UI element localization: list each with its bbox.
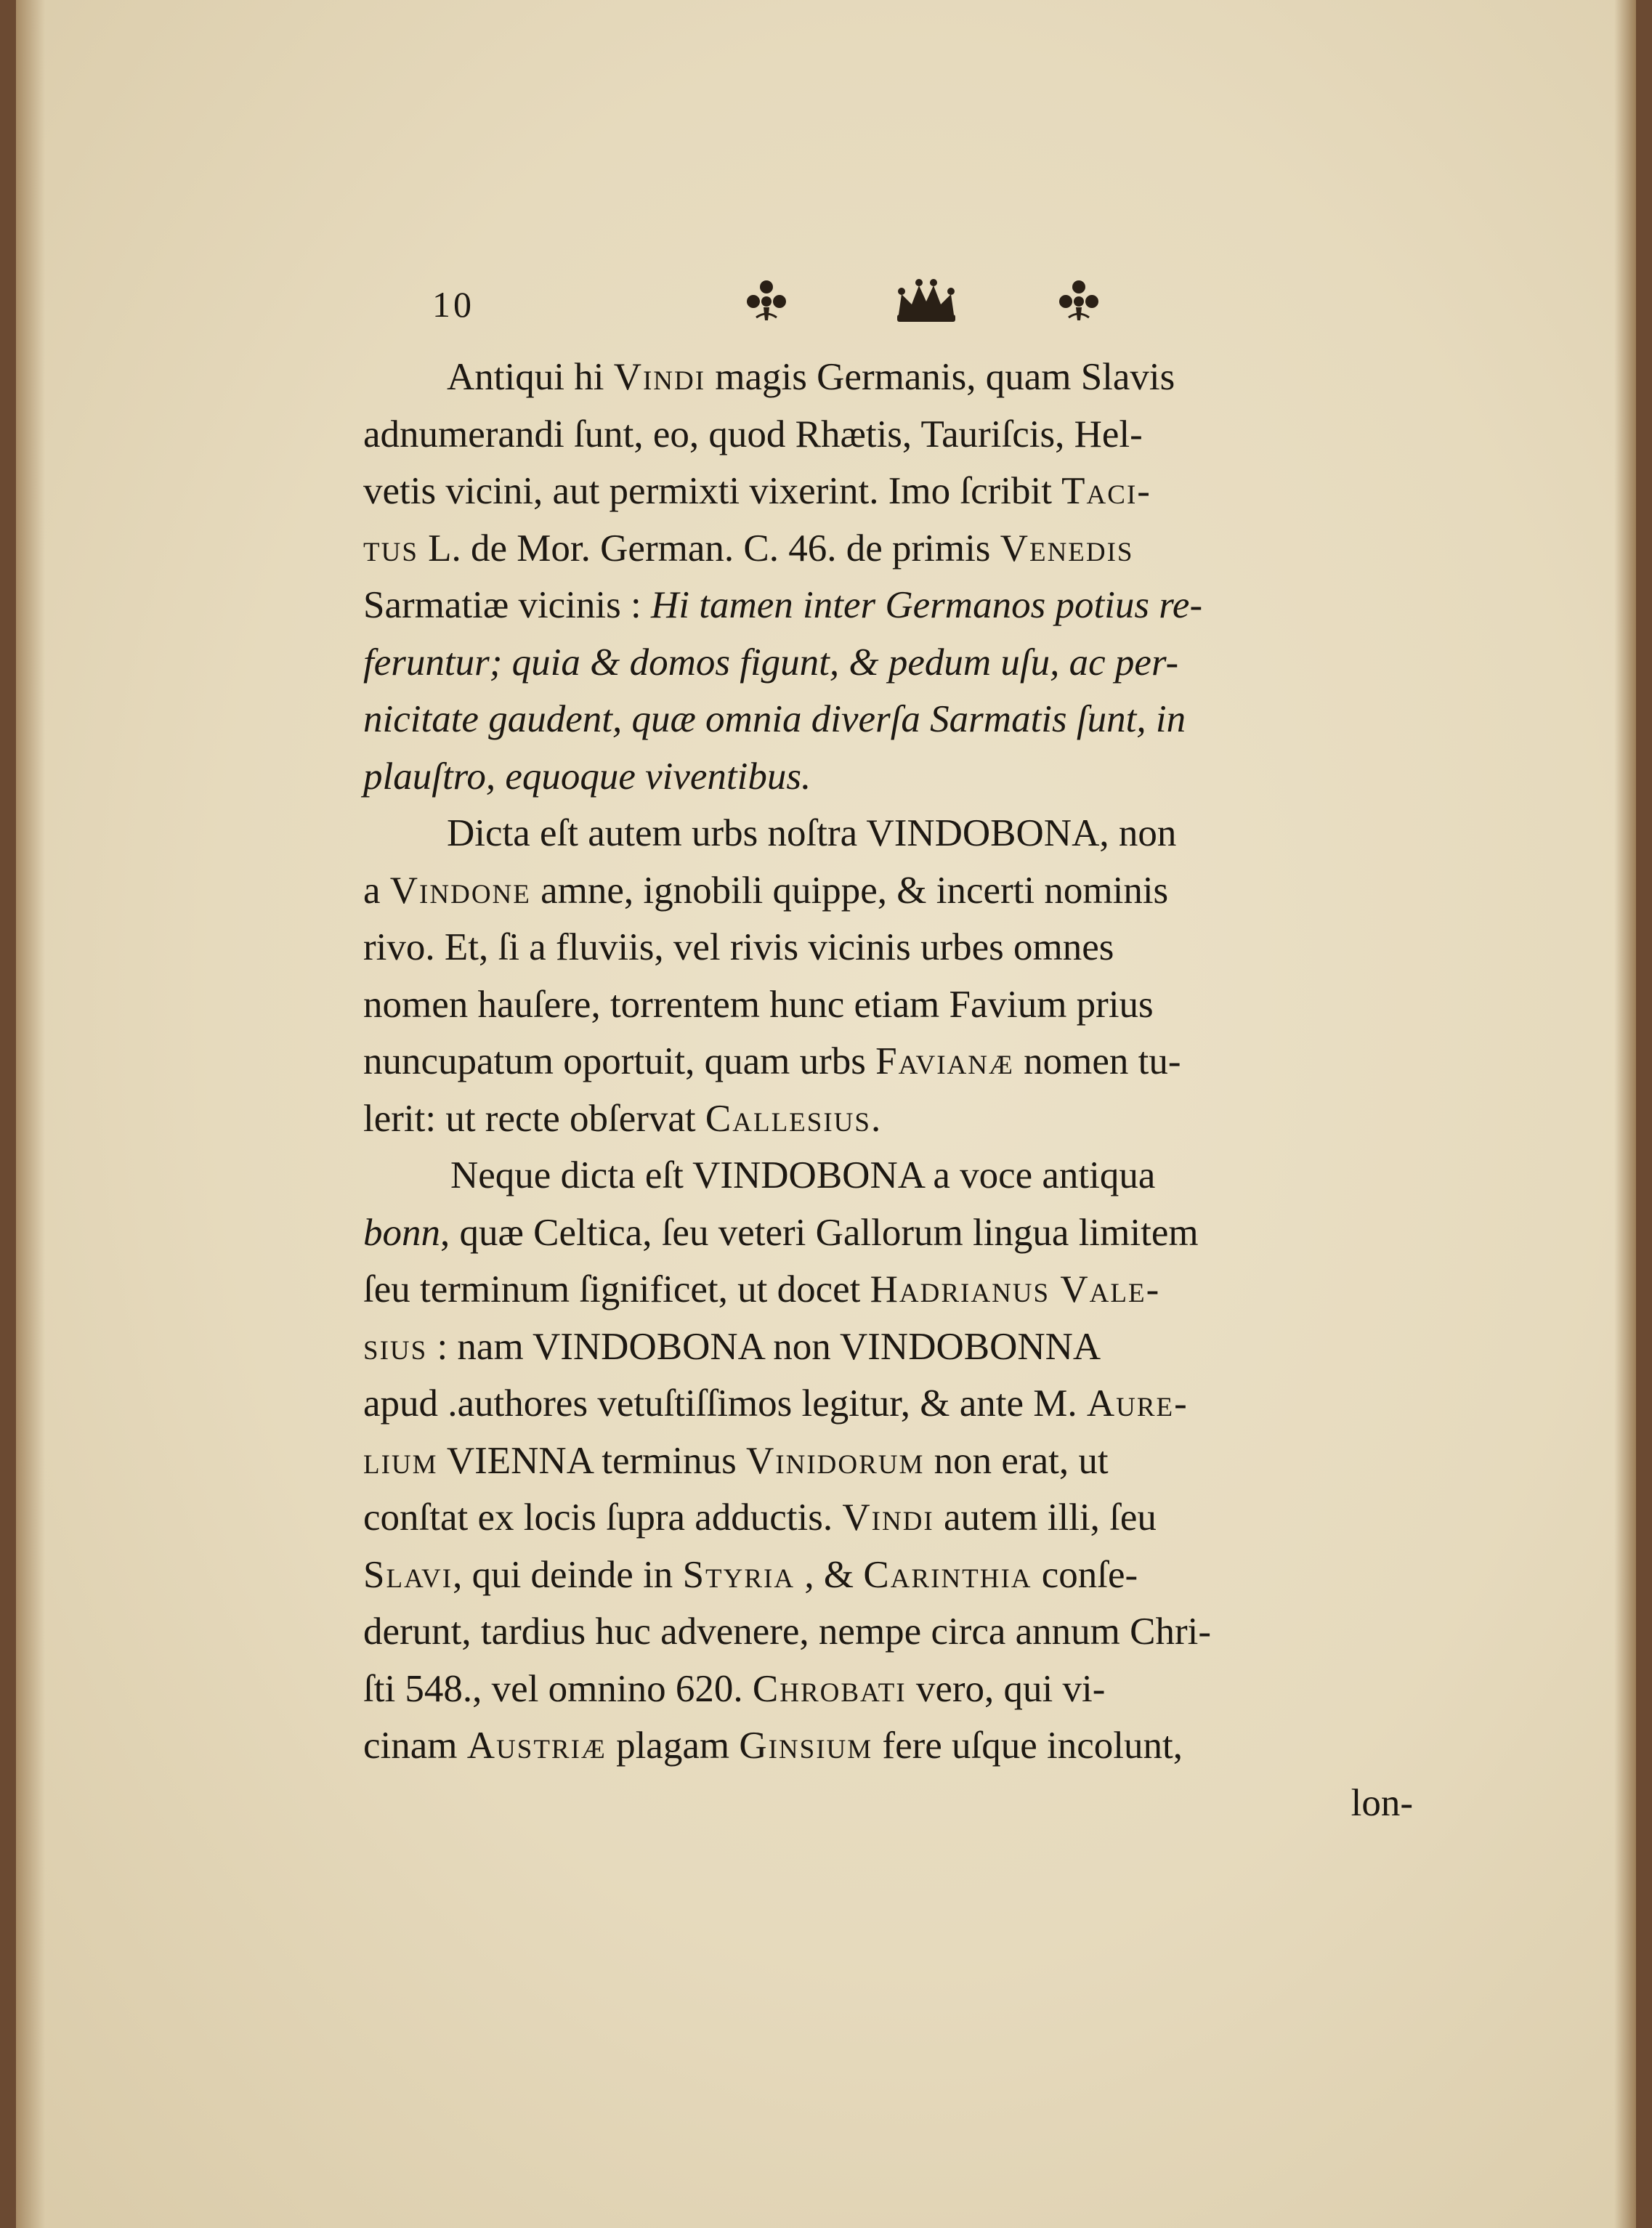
text-block (363, 262, 1420, 1831)
book-page (16, 0, 1636, 2228)
text-line: vetis vicini, aut permixti vixerint. Imo ſcribit Taci- (363, 470, 1151, 512)
text-line: derunt, tardius huc advenere, nempe circa annum Chri- (363, 1611, 1212, 1653)
text-line: ſti 548., vel omnino 620. Chrobati vero, qui vi- (363, 1667, 1106, 1710)
text-line: plauſtro, equoque viventibus. (363, 755, 811, 798)
text-line: adnumerandi ſunt, eo, quod Rhætis, Tauriſcis, Hel- (363, 413, 1143, 455)
ornament-row (737, 269, 1115, 334)
fleuron-icon (747, 280, 786, 320)
text-line: nomen hauſere, torrentem hunc etiam Favium prius (363, 983, 1154, 1026)
text-line: nicitate gaudent, quæ omnia diverſa Sarmatis ſunt, in (363, 698, 1186, 740)
text-line: Antiqui hi Vindi magis Germanis, quam Slavis (447, 356, 1175, 398)
text-line: cinam Austriæ plagam Ginsium fere uſque incolunt, (363, 1725, 1183, 1767)
page-edge (1614, 0, 1636, 2228)
text-line: nuncupatum oportuit, quam urbs Favianæ nomen tu- (363, 1040, 1181, 1082)
text-line: Slavi, qui deinde in Styria , & Carinthia conſe- (363, 1553, 1138, 1596)
text-line: Sarmatiæ vicinis : Hi tamen inter Germanos potius re- (363, 584, 1203, 626)
page-number: 10 (432, 284, 474, 325)
text-line: sius : nam VINDOBONA non VINDOBONNA (363, 1325, 1101, 1368)
text-line: lerit: ut recte obſervat Callesius. (363, 1097, 883, 1140)
page-gutter (16, 0, 45, 2228)
catchword: lon- (1351, 1781, 1413, 1824)
text-line: lium VIENNA terminus Vinidorum non erat, ut (363, 1439, 1109, 1482)
text-line: Dicta eſt autem urbs noſtra VINDOBONA, non (447, 812, 1177, 854)
text-line: apud .authores vetuſtiſſimos legitur, & ante M. Aure- (363, 1382, 1189, 1425)
text-line: tus L. de Mor. German. C. 46. de primis Venedis (363, 527, 1134, 570)
fleuron-icon (1059, 280, 1098, 320)
text-line: bonn, quæ Celtica, ſeu veteri Gallorum lingua limitem (363, 1211, 1199, 1254)
text-line: rivo. Et, ſi a fluviis, vel rivis vicinis urbes omnes (363, 926, 1114, 968)
text-line: Neque dicta eſt VINDOBONA a voce antiqua (450, 1154, 1156, 1196)
crown-icon (897, 279, 955, 322)
text-line: conſtat ex locis ſupra adductis. Vindi autem illi, ſeu (363, 1496, 1157, 1539)
text-line: ſeu terminum ſignificet, ut docet Hadrianus Vale- (363, 1268, 1161, 1311)
text-line: feruntur; quia & domos figunt, & pedum uſu, ac per- (363, 641, 1179, 684)
text-line: a Vindone amne, ignobili quippe, & incerti nominis (363, 869, 1169, 912)
running-head (363, 262, 1420, 349)
